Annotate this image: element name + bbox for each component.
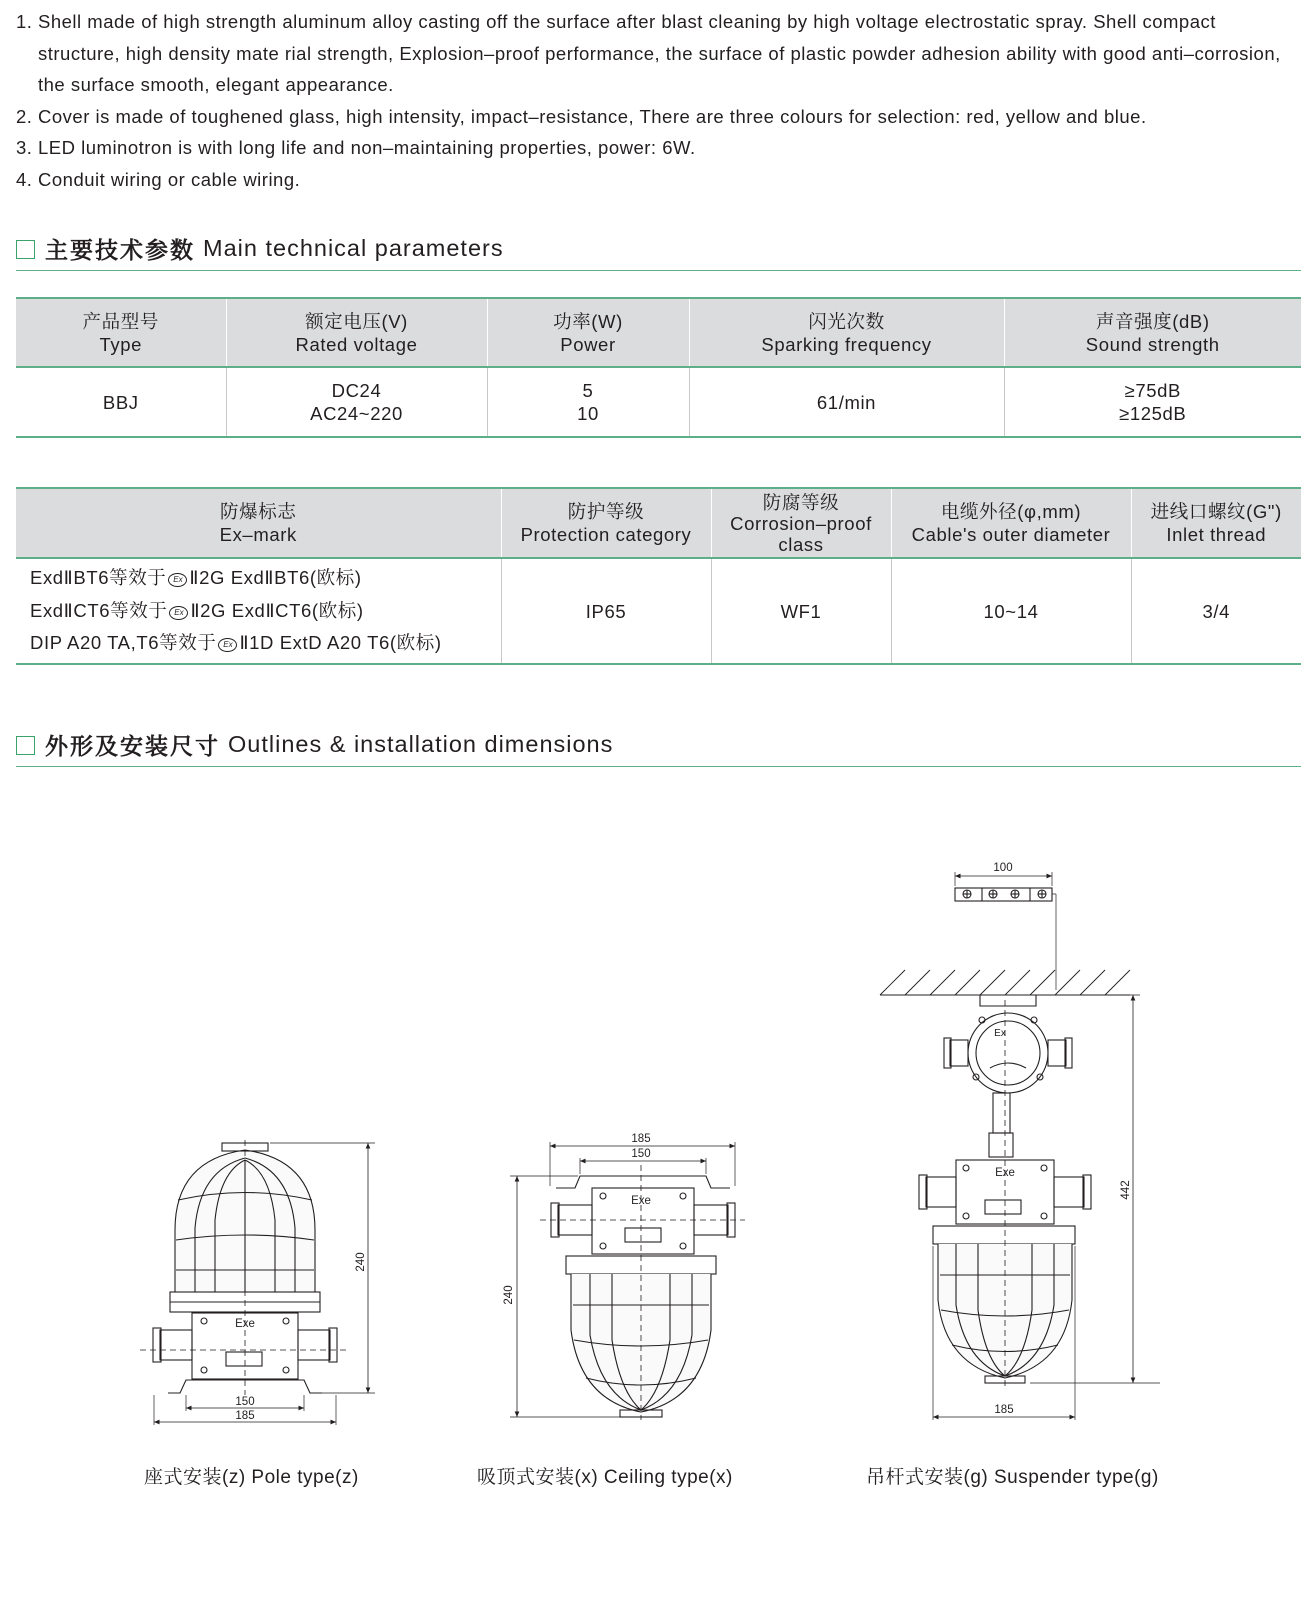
header-en: Rated voltage	[295, 333, 418, 355]
header-cn: 防护等级	[567, 501, 645, 522]
ceiling-type-drawing	[510, 1142, 745, 1420]
exmark-part: Ⅱ1D ExtD A20 T6(欧标)	[239, 632, 442, 654]
header-en: Sound strength	[1085, 333, 1220, 355]
feature-number: 3.	[16, 137, 33, 158]
header-en: Sparking frequency	[761, 333, 932, 355]
header-cn: 闪光次数	[808, 310, 885, 332]
header-en: Protection category	[520, 524, 692, 545]
ceiling-box-label: Exe	[631, 1195, 651, 1207]
suspender-outer-dim: 185	[994, 1404, 1014, 1416]
caption-ceiling-type: 吸顶式安装(x) Ceiling type(x)	[477, 1467, 733, 1488]
pole-box-label: Exe	[235, 1318, 255, 1330]
cell-protection: IP65	[501, 558, 711, 664]
header-cn: 功率(W)	[553, 310, 623, 332]
feature-number: 2.	[16, 105, 33, 127]
cell-frequency: 61/min	[689, 367, 1004, 437]
suspender-height-dim: 442	[1120, 1180, 1132, 1200]
header-en: Cable's outer diameter	[911, 524, 1111, 545]
voltage-ac: AC24~220	[310, 403, 403, 424]
voltage-dc: DC24	[331, 380, 382, 401]
suspender-type-drawing	[880, 872, 1160, 1420]
feature-text: LED luminotron is with long life and non–maintaining properties, power: 6W.	[38, 137, 696, 158]
pole-outer-dim: 185	[235, 1410, 255, 1422]
caption-pole-type: 座式安装(z) Pole type(z)	[144, 1467, 359, 1488]
pole-inner-dim: 150	[235, 1396, 255, 1408]
header-cn: 额定电压(V)	[305, 310, 408, 332]
cell-cable: 10~14	[891, 558, 1131, 664]
caption-suspender-type: 吊杆式安装(g) Suspender type(g)	[866, 1467, 1159, 1488]
header-en: Inlet thread	[1166, 524, 1267, 545]
header-en: Type	[99, 333, 142, 355]
sound-value: ≥75dB	[1124, 380, 1181, 401]
exmark-part: Ⅱ2G ExdⅡCT6(欧标)	[190, 599, 364, 621]
header-en: class	[778, 533, 824, 555]
section-title-cn: 主要技术参数	[45, 236, 195, 263]
feature-text: Shell made of high strength aluminum alloy casting off the surface after blast cleaning by high voltage electrostatic spray. Shell compact structure, high density mate rial strength, Explosion–proof performance, the surface of plastic powder adhesion ability with good anti–corrosion, the surface smooth, elegant appearance.	[38, 11, 1281, 95]
power-value: 5	[582, 380, 594, 401]
exmark-part: ExdⅡBT6等效于	[30, 567, 167, 589]
cell-corrosion: WF1	[711, 558, 891, 664]
header-cn: 声音强度(dB)	[1095, 310, 1210, 332]
ceiling-height-dim: 240	[503, 1285, 515, 1305]
suspender-box-label: Exe	[995, 1167, 1015, 1179]
suspender-top-dim: 100	[993, 862, 1013, 874]
feature-text: Cover is made of toughened glass, high intensity, impact–resistance, There are three colours for selection: red, yellow and blue.	[38, 105, 1147, 127]
exmark-part: DIP A20 TA,T6等效于	[30, 632, 217, 654]
header-cn: 产品型号	[82, 310, 159, 332]
sound-value: ≥125dB	[1119, 403, 1187, 424]
pole-height-dim: 240	[355, 1252, 367, 1272]
section-title-en: Outlines & installation dimensions	[228, 730, 614, 757]
header-cn: 防爆标志	[220, 501, 297, 522]
ex-symbol-icon: Ex	[168, 573, 187, 587]
ceiling-outer-dim: 185	[631, 1133, 651, 1145]
feature-text: Conduit wiring or cable wiring.	[38, 168, 301, 190]
power-value: 10	[577, 403, 599, 424]
header-en: Ex–mark	[219, 524, 297, 545]
exmark-part: Ⅱ2G ExdⅡBT6(欧标)	[189, 567, 362, 589]
header-en: Corrosion–proof	[730, 512, 872, 534]
cell-type: BBJ	[102, 391, 139, 413]
feature-number: 1.	[16, 11, 33, 32]
pole-type-drawing	[140, 1140, 375, 1425]
section-title-en: Main technical parameters	[203, 234, 504, 261]
suspender-ex-label: Ex	[994, 1028, 1006, 1039]
header-cn: 电缆外径(φ,mm)	[940, 501, 1082, 522]
feature-number: 4.	[16, 168, 33, 190]
header-en: Power	[560, 333, 616, 355]
header-cn: 进线口螺纹(G")	[1150, 501, 1282, 522]
header-cn: 防腐等级	[762, 491, 840, 513]
exmark-part: ExdⅡCT6等效于	[30, 599, 168, 621]
ex-symbol-icon: Ex	[169, 606, 188, 620]
ex-symbol-icon: Ex	[218, 638, 237, 652]
section-title-cn: 外形及安装尺寸	[45, 732, 220, 759]
cell-thread: 3/4	[1131, 558, 1301, 664]
ceiling-inner-dim: 150	[631, 1148, 651, 1160]
